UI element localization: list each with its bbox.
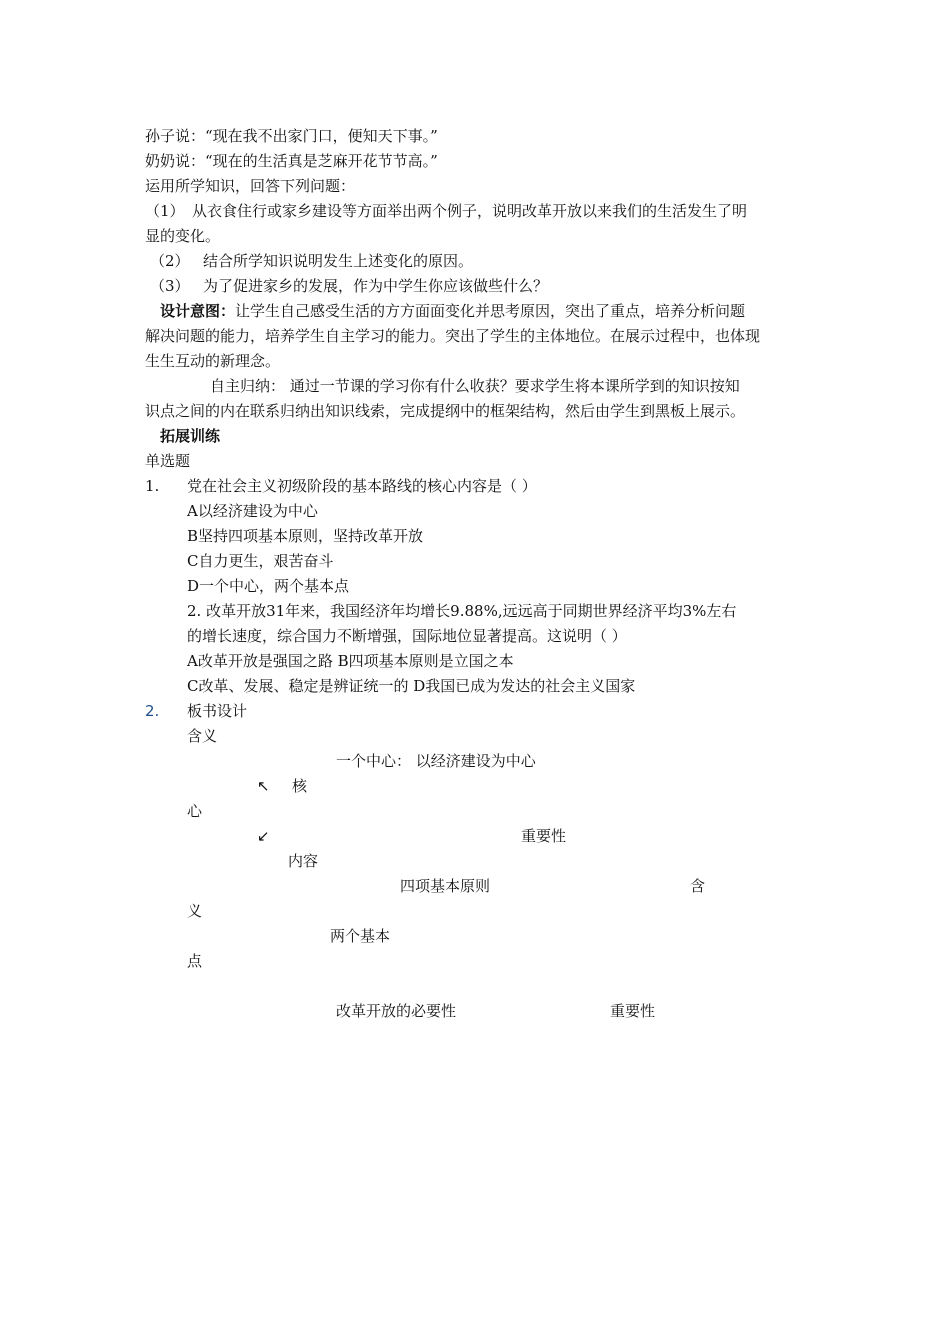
board-four-principles: 四项基本原则 bbox=[400, 877, 491, 895]
board-reform-necessity: 改革开放的必要性 bbox=[336, 1002, 457, 1020]
question-1-line2: 显的变化。 bbox=[145, 227, 221, 245]
question-2-text: 结合所学知识说明发生上述变化的原因。 bbox=[203, 252, 474, 270]
mc-q2-options-row1: A改革开放是强国之路 B四项基本原则是立国之本 bbox=[187, 652, 514, 670]
mc-q1-option-c: C自力更生，艰苦奋斗 bbox=[187, 552, 334, 570]
mc-question-2-line2: 的增长速度，综合国力不断增强，国际地位显著提高。这说明（ ） bbox=[187, 627, 627, 645]
sunzi-quote: 孙子说：“现在我不出家门口，便知天下事。” bbox=[145, 127, 438, 145]
board-importance-1: 重要性 bbox=[521, 827, 567, 845]
design-intent-line1 bbox=[160, 299, 745, 324]
board-hanyi: 含义 bbox=[187, 727, 218, 745]
board-design-number: 2. bbox=[145, 702, 160, 720]
design-intent-line3: 生生互动的新理念。 bbox=[145, 352, 281, 370]
board-importance-2: 重要性 bbox=[610, 1002, 656, 1020]
question-1-number: （1） bbox=[145, 202, 185, 220]
mc-q2-options-row2: C改革、发展、稳定是辨证统一的 D我国已成为发达的社会主义国家 bbox=[187, 677, 636, 695]
board-yi: 义 bbox=[187, 902, 203, 920]
board-dian: 点 bbox=[187, 952, 203, 970]
question-3-number: （3） bbox=[150, 277, 190, 295]
board-content: 内容 bbox=[288, 852, 319, 870]
board-design-heading: 板书设计 bbox=[187, 702, 248, 720]
question-1-line1: 从衣食住行或家乡建设等方面举出两个例子，说明改革开放以来我们的生活发生了明 bbox=[192, 202, 748, 220]
design-intent-label: 设计意图： bbox=[160, 302, 236, 320]
board-two-points: 两个基本 bbox=[330, 927, 391, 945]
mc-q1-option-d: D一个中心，两个基本点 bbox=[187, 577, 350, 595]
design-intent-text1: 让学生自己感受生活的方方面面变化并思考原因，突出了重点，培养分析问题 bbox=[235, 302, 746, 320]
mc-question-1-text: 党在社会主义初级阶段的基本路线的核心内容是（ ） bbox=[187, 477, 537, 495]
mc-question-2-line1: 2. 改革开放31年来，我国经济年均增长9.88%,远远高于同期世界经济平均3%左右 bbox=[187, 602, 737, 620]
board-han: 含 bbox=[690, 877, 706, 895]
grandma-quote: 奶奶说：“现在的生活真是芝麻开花节节高。” bbox=[145, 152, 438, 170]
mc-q1-option-b: B坚持四项基本原则，坚持改革开放 bbox=[187, 527, 424, 545]
arrow-up-left-icon: ↖ bbox=[257, 777, 270, 795]
question-prompt: 运用所学知识，回答下列问题： bbox=[145, 177, 356, 195]
summary-line2: 识点之间的内在联系归纳出知识线索，完成提纲中的框架结构，然后由学生到黑板上展示。 bbox=[145, 402, 746, 420]
mc-q1-option-a: A以经济建设为中心 bbox=[187, 502, 318, 520]
question-type: 单选题 bbox=[145, 452, 191, 470]
board-one-center: 一个中心： 以经济建设为中心 bbox=[336, 752, 536, 770]
summary-line1: 自主归纳： 通过一节课的学习你有什么收获？要求学生将本课所学到的知识按知 bbox=[210, 377, 740, 395]
arrow-down-left-icon: ↙ bbox=[257, 827, 270, 845]
board-he: 核 bbox=[292, 777, 308, 795]
board-xin: 心 bbox=[187, 802, 203, 820]
extension-heading: 拓展训练 bbox=[160, 427, 221, 445]
design-intent-line2: 解决问题的能力，培养学生自主学习的能力。突出了学生的主体地位。在展示过程中，也体现 bbox=[145, 327, 761, 345]
question-2-number: （2） bbox=[150, 252, 190, 270]
question-3-text: 为了促进家乡的发展，作为中学生你应该做些什么？ bbox=[203, 277, 549, 295]
mc-question-1-number: 1. bbox=[145, 477, 160, 495]
